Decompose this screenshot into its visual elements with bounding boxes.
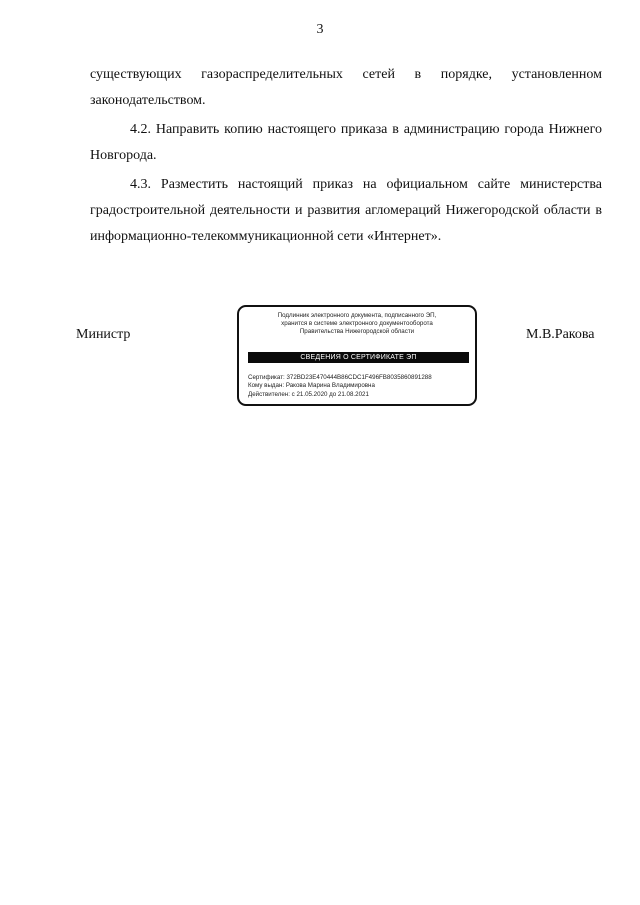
stamp-details bbox=[248, 374, 432, 399]
paragraph-4-3: 4.3. Разместить настоящий приказ на официальном сайте министерства градостроительной деятельности и развития агломераций Нижегородской области в информационно-телекоммуникационной сети «Интернет». bbox=[90, 177, 602, 244]
stamp-header-line: Правительства Нижегородской области bbox=[299, 328, 415, 336]
stamp-validity: Действителен: с 21.05.2020 до 21.08.2021 bbox=[248, 390, 369, 398]
stamp-issued-to: Кому выдан: Ракова Марина Владимировна bbox=[248, 382, 375, 390]
electronic-signature-stamp bbox=[237, 305, 477, 406]
stamp-header-line: Подлинник электронного документа, подписанного ЭП, bbox=[277, 312, 437, 319]
page-number: 3 bbox=[316, 22, 324, 37]
stamp-title: СВЕДЕНИЯ О СЕРТИФИКАТЕ ЭП bbox=[248, 352, 469, 363]
stamp-header bbox=[239, 312, 475, 337]
stamp-certificate: Сертификат: 372BD23E470444B86CDC1F496FB8035860891288 bbox=[248, 374, 432, 381]
signatory-position: Министр bbox=[76, 327, 131, 342]
paragraph-4-2: 4.2. Направить копию настоящего приказа в администрацию города Нижнего Новгорода. bbox=[90, 122, 602, 163]
document-body bbox=[90, 62, 602, 253]
paragraph-continuation: существующих газораспределительных сетей в порядке, установленном законодательством. bbox=[90, 67, 602, 108]
stamp-header-line: хранится в системе электронного документооборота bbox=[281, 320, 433, 328]
signatory-name: М.В.Ракова bbox=[526, 327, 595, 342]
